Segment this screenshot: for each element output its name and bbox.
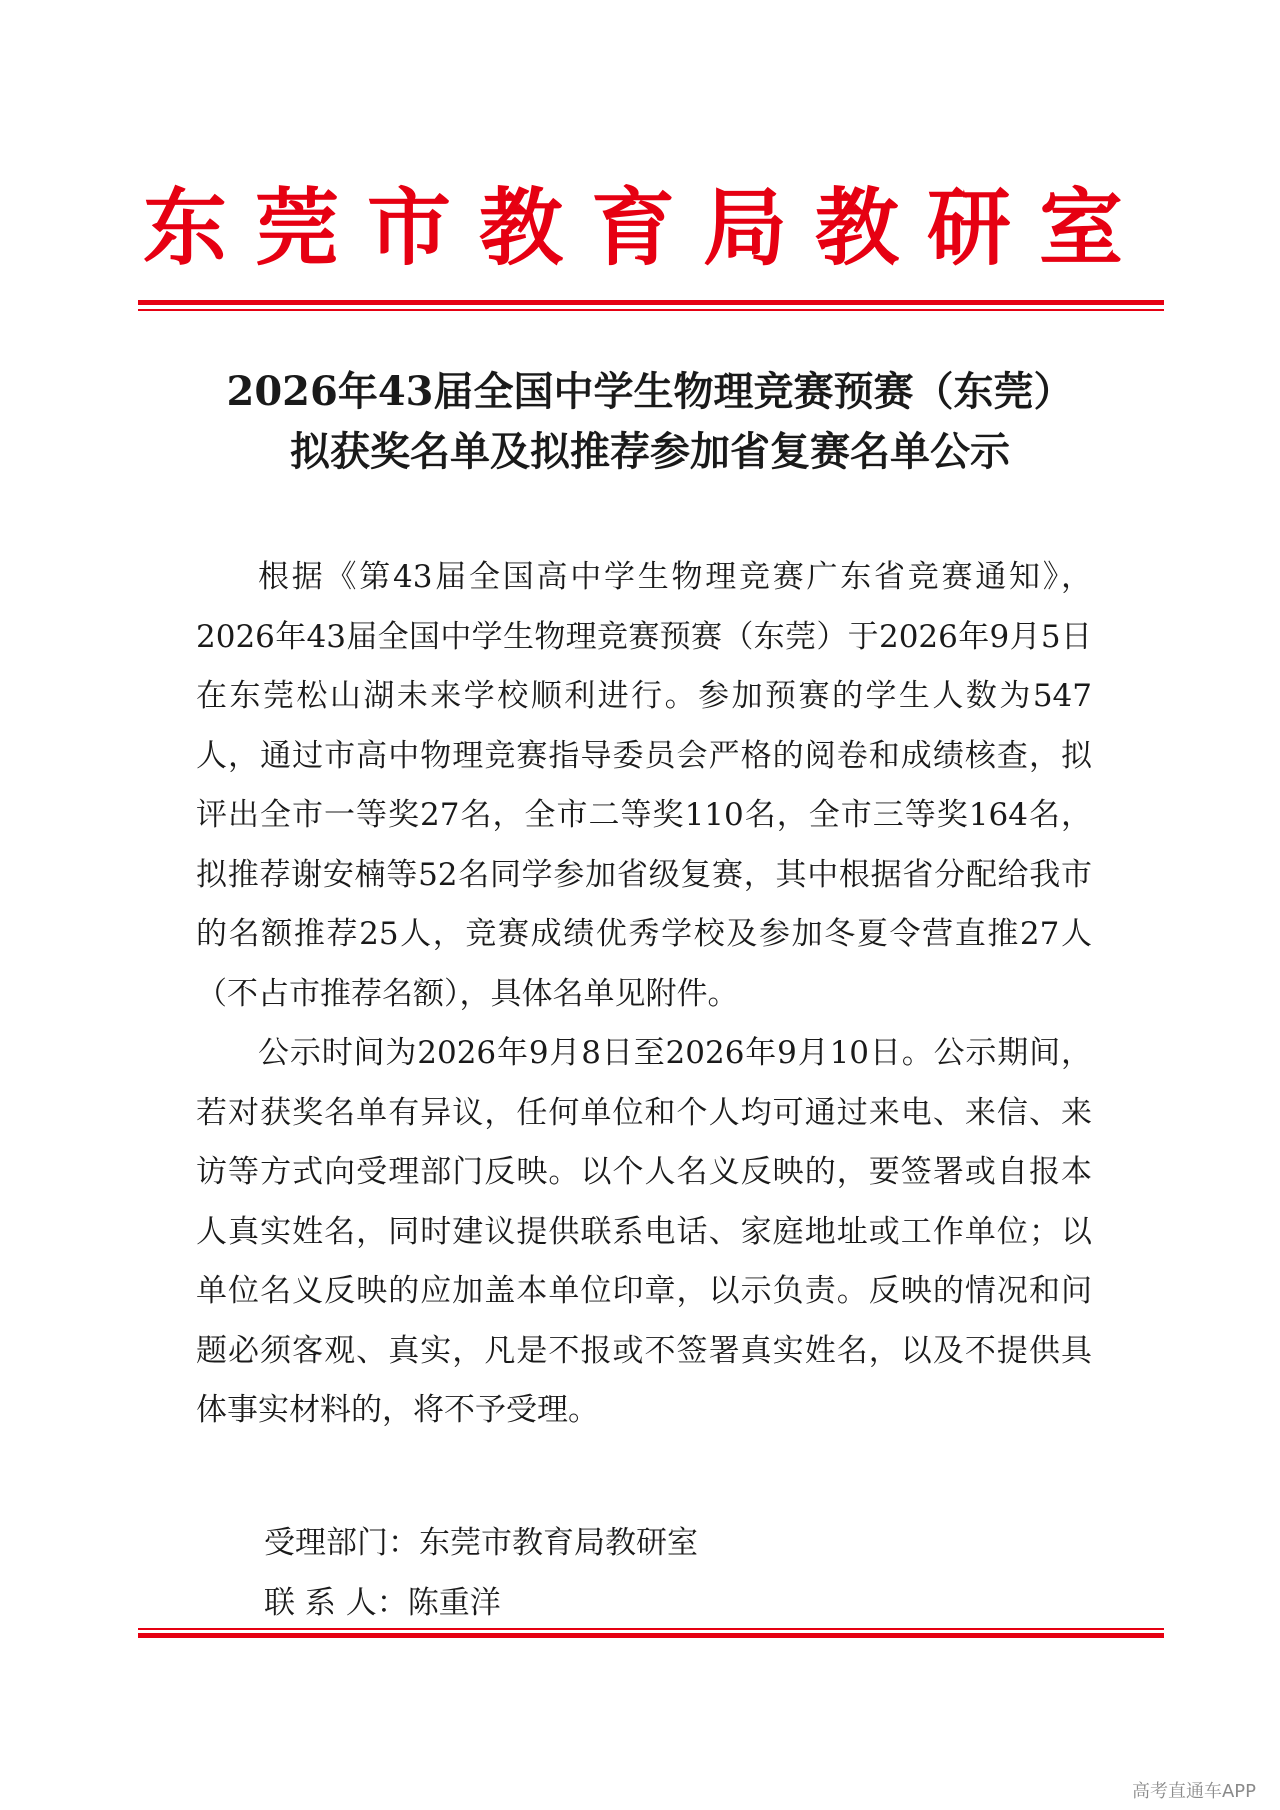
footer-divider-thin xyxy=(138,1628,1164,1630)
contact-person: 联 系 人：陈重洋 xyxy=(264,1585,501,1621)
body-paragraph-1: 根据《第43届全国高中学生物理竞赛广东省竞赛通知》，2026年43届全国中学生物理竞赛预赛（东莞）于2026年9月5日在东莞松山湖未来学校顺利进行。参加预赛的学生人数为547人，通过市高中物理竞赛指导委员会严格的阅卷和成绩核查，拟评出全市一等奖27名，全市二等奖110名，全市三等奖164名，拟推荐谢安楠等52名同学参加省级复赛，其中根据省分配给我市的名额推荐25人，竞赛成绩优秀学校及参加冬夏令营直推27人（不占市推荐名额），具体名单见附件。 xyxy=(196,559,1092,1012)
contact-department: 受理部门：东莞市教育局教研室 xyxy=(264,1525,698,1561)
document-title-line-2: 拟获奖名单及拟推荐参加省复赛名单公示 xyxy=(290,428,1010,475)
footer-divider-thick xyxy=(138,1633,1164,1638)
body-paragraph-2: 公示时间为2026年9月8日至2026年9月10日。公示期间，若对获奖名单有异议，任何单位和个人均可通过来电、来信、来访等方式向受理部门反映。以个人名义反映的，要签署或自报本人真实姓名，同时建议提供联系电话、家庭地址或工作单位；以单位名义反映的应加盖本单位印章，以示负责。反映的情况和问题必须客观、真实，凡是不报或不签署真实姓名，以及不提供具体事实材料的，将不予受理。 xyxy=(196,1035,1092,1428)
watermark-text: 高考直通车APP xyxy=(1131,1781,1256,1802)
document-body xyxy=(196,548,1092,1441)
letterhead-title: 东莞市教育局教研室 xyxy=(142,178,1151,277)
letterhead-divider-thick xyxy=(138,300,1164,305)
document-title-line-1: 2026年43届全国中学生物理竞赛预赛（东莞） xyxy=(226,368,1074,415)
letterhead-divider-thin xyxy=(138,309,1164,311)
